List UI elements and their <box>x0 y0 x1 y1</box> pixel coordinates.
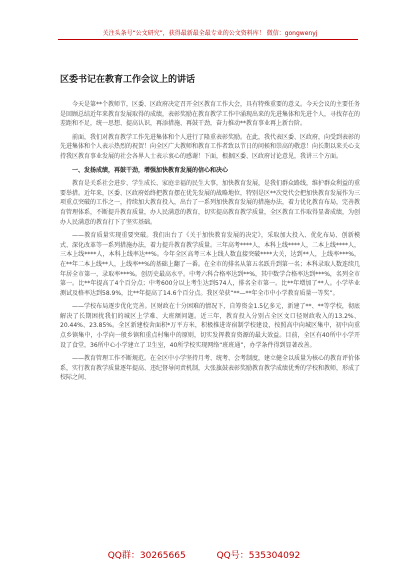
body-paragraph: ——教育质量实现重要突破。我们出台了《关于加快教育发展的决定》，采取加大投入、优化布局、创新模式、深化改革等一系列措施办法，着力提升教育教学质量。三年高考****人，本科上线****人，二本上线****人，三本上线****人，本科上线率达**%。今年全区高考三本上线人数直接突破****大关，达到**人，上线率***%，在**年二本上线**人，上线率**%的基础上翻了一番。在全市的排名从第五名跃升到第一名；本科录取人数连续几年居全市第一，录取率***%。创历史最高水平。中考六科合格率达到**%，其中数学合格率达到***%，名列全市第一。比**年提高了4个百分点；中考600分以上考生达到574人，排名全市第一。比**年增加了**人。小学毕业测试及格率达到58.9%，比**年提高了14.6个百分点。我区荣获“**—**年全市中小学教育质量一等奖”。 <box>60 232 361 297</box>
body-paragraph: 今天是第**个教师节，区委、区政府决定召开全区教育工作大会，具有特殊重要的意义。今天会议的主要任务是回顾总结近年来教育发展取得的成绩，表彰奖励在教育教学工作中涌现出来的先进集体和先进个人，寻找存在的差距和不足，统一思想、提高认识，再添措施、再鼓干劲，奋力推动**教育事业再上新台阶。 <box>60 101 361 128</box>
body-paragraph: ——学校布局逐步优化完善。区财政在十分困难的情况下，自筹资金1.5亿多元，新建了**、**等学校，彻底解决了长期困扰我们的城区上学难、大班额问题。近三年，教育投入分别占全区文口径财政收入的13.2%、20.44%、23.85%。全区新建校舍面积*万平方米，积极推进寄宿制学校建设，按照高中向城区集中，初中向重点乡镇集中，小学向一般乡镇和重点村集中的原则，切实发挥教育资源的最大效益。目前，全区有40所中小学开设了食堂，36所中心小学建立了卫生室，40所学校实现网络“班班通”，办学条件得到显著改善。 <box>60 303 360 349</box>
footer-qq-group: QQ群：30265665 <box>107 551 186 561</box>
header-notice: 关注头条号“公文研究”，获得最新最全最专业的公文资料库！ 微信：gongwenyj <box>102 30 318 37</box>
section-heading: 一、发扬成绩，再鼓干劲，增强加快教育发展的信心和决心 <box>72 166 229 174</box>
body-paragraph: ——教育管理工作不断规范。在全区中小学坚持月考、统考、会考制度，建立健全以质量为核心的教育评价体系，实行教育教学质量逐年提高、违纪督导问责机制，大张旗鼓表彰奖励教育教学成绩优秀的学校和教师，形成了校际之间、 <box>60 355 361 382</box>
header-divider <box>58 39 358 40</box>
footer <box>0 548 408 561</box>
body-paragraph: 教育是关系社会进步、学生成长、家庭幸福的民生大事，加快教育发展，是我们群众路线，维护群众利益的重要举措。近年来，区委、区政府始终把教育摆在优先发展的战略地位，特别是区**次党代会把加快教育发展作为三项重点突破的工作之一，持续加大教育投入，出台了一系列加快教育发展的措施办法，着力优化教育布局，完善教育管理体系，不断提升教育质量，办人民满意的教育，切实提高教育教学质量，全区教育工作取得显著成绩，为创办人民满意的教育打下了坚实基础。 <box>60 180 361 226</box>
document-body <box>60 100 360 387</box>
body-paragraph: 前面，我们对教育教学工作先进集体和个人进行了隆重表彰奖励。在此，我代表区委、区政府，向受到表彰的先进集体和个人表示热烈的祝贺！向全区广大教师和教育工作者致以节日的问候和崇高的敬意！向长期以来关心支持我区教育事业发展的社会各界人士表示衷心的感谢！下面，根据区委、区政府讨论意见，我讲三个方面。 <box>60 133 361 160</box>
footer-qq: QQ号：535304092 <box>216 551 301 561</box>
document-title: 区委书记在教育工作会议上的讲话 <box>60 75 196 85</box>
